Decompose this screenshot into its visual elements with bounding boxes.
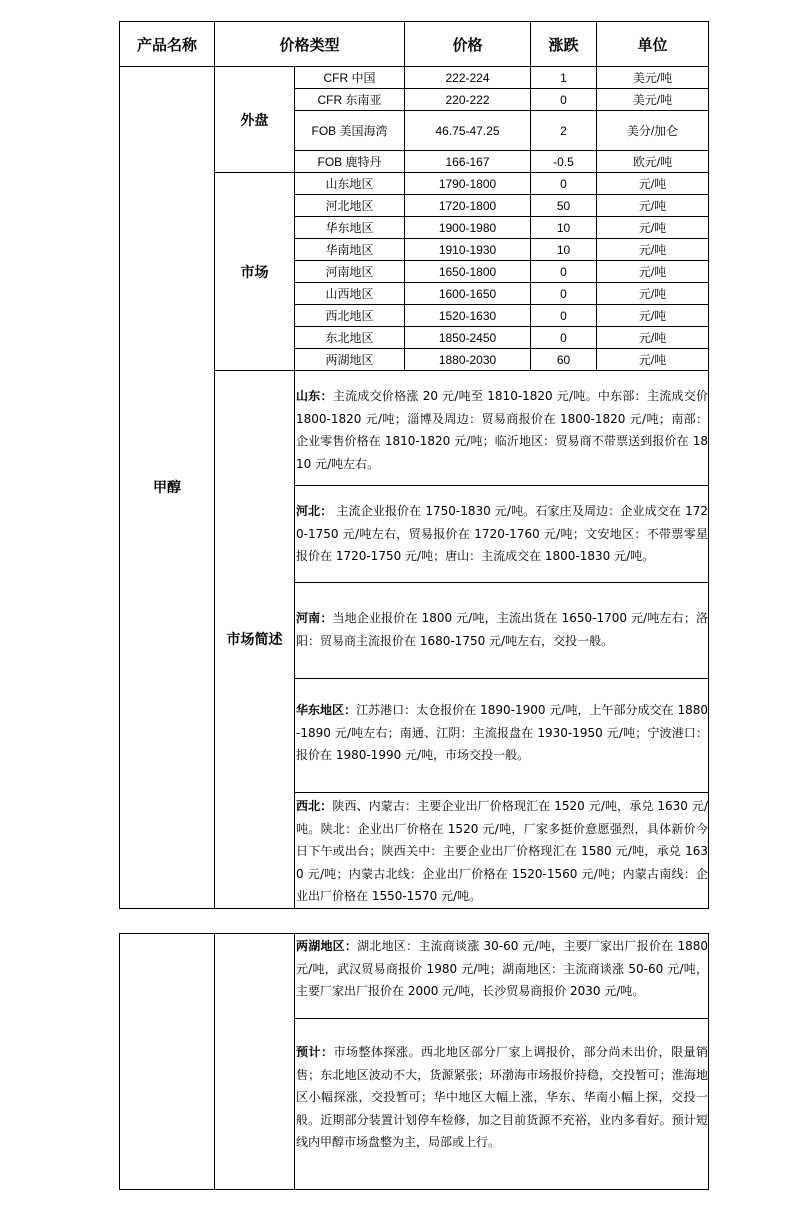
category-summary: 市场简述 xyxy=(215,371,295,909)
row-change: 50 xyxy=(531,195,597,217)
empty-category-cell xyxy=(215,934,295,1190)
row-name: 河南地区 xyxy=(295,261,405,283)
note-text: 主流企业报价在 1750-1830 元/吨。石家庄及周边：企业成交在 1720-1750 元/吨左右，贸易报价在 1720-1760 元/吨；文安地区：不带票零星报价在 1720-1750 元/吨；唐山：主流成交在 1800-1830 元/吨。 xyxy=(296,504,709,563)
row-name: 河北地区 xyxy=(295,195,405,217)
header-product: 产品名称 xyxy=(120,22,215,67)
table-row xyxy=(120,67,709,89)
row-price: 166-167 xyxy=(405,151,531,173)
note-text: 陕西、内蒙古：主要企业出厂价格现汇在 1520 元/吨，承兑 1630 元/吨。陕北：企业出厂价格在 1520 元/吨，厂家多挺价意愿强烈，具体新价今日下午或出台；陕西关中：主要企业出厂价格现汇在 1580 元/吨，承兑 1630 元/吨；内蒙古北线：企业出厂价格在 1520-1560 元/吨；内蒙古南线：企业出厂价格在 1550-1570 元/吨。 xyxy=(296,799,709,903)
note-lianghu xyxy=(295,934,709,1019)
note-title: 西北： xyxy=(296,799,333,813)
row-change: 10 xyxy=(531,217,597,239)
row-unit: 元/吨 xyxy=(597,283,709,305)
row-price: 1850-2450 xyxy=(405,327,531,349)
row-name: 山西地区 xyxy=(295,283,405,305)
row-name: 东北地区 xyxy=(295,327,405,349)
row-change: 0 xyxy=(531,283,597,305)
note-text: 江苏港口：太仓报价在 1890-1900 元/吨，上午部分成交在 1880-1890 元/吨左右；南通、江阴：主流报盘在 1930-1950 元/吨；宁波港口：报价在 1980-1990 元/吨，市场交投一般。 xyxy=(296,703,709,762)
row-change: 0 xyxy=(531,327,597,349)
note-title: 华东地区： xyxy=(296,703,357,717)
row-change: 0 xyxy=(531,305,597,327)
row-unit: 美元/吨 xyxy=(597,89,709,111)
note-xibei xyxy=(295,793,709,909)
note-huadong xyxy=(295,679,709,793)
row-unit: 元/吨 xyxy=(597,305,709,327)
row-price: 1790-1800 xyxy=(405,173,531,195)
row-unit: 元/吨 xyxy=(597,195,709,217)
row-change: 2 xyxy=(531,111,597,151)
row-unit: 欧元/吨 xyxy=(597,151,709,173)
row-name: 西北地区 xyxy=(295,305,405,327)
row-name: FOB 鹿特丹 xyxy=(295,151,405,173)
header-price-type: 价格类型 xyxy=(215,22,405,67)
row-price: 1520-1630 xyxy=(405,305,531,327)
row-price: 222-224 xyxy=(405,67,531,89)
note-text: 市场整体探涨。西北地区部分厂家上调报价，部分尚未出价，限量销售；东北地区波动不大，货源紧张；环渤海市场报价持稳，交投暂可；淮海地区小幅探涨，交投暂可；华中地区大幅上涨，华东、华南小幅上探，交投一般。近期部分装置计划停车检修，加之目前货源不充裕，业内多看好。预计短线内甲醇市场盘整为主，局部或上行。 xyxy=(296,1045,708,1149)
row-name: 华东地区 xyxy=(295,217,405,239)
row-price: 46.75-47.25 xyxy=(405,111,531,151)
note-title: 山东： xyxy=(296,389,333,403)
header-change: 涨跌 xyxy=(531,22,597,67)
row-name: 山东地区 xyxy=(295,173,405,195)
row-price: 1720-1800 xyxy=(405,195,531,217)
methanol-summary-continued xyxy=(119,933,709,1190)
row-name: CFR 东南亚 xyxy=(295,89,405,111)
row-change: -0.5 xyxy=(531,151,597,173)
note-title: 两湖地区： xyxy=(296,939,358,953)
row-change: 1 xyxy=(531,67,597,89)
row-price: 220-222 xyxy=(405,89,531,111)
row-name: 华南地区 xyxy=(295,239,405,261)
row-name: 两湖地区 xyxy=(295,349,405,371)
row-change: 0 xyxy=(531,89,597,111)
note-hebei xyxy=(295,486,709,583)
note-row xyxy=(120,934,709,1019)
note-title: 河北： xyxy=(296,504,333,518)
row-name: FOB 美国海湾 xyxy=(295,111,405,151)
row-change: 0 xyxy=(531,173,597,195)
row-unit: 美元/吨 xyxy=(597,67,709,89)
methanol-price-table xyxy=(119,21,709,909)
category-market: 市场 xyxy=(215,173,295,371)
row-change: 60 xyxy=(531,349,597,371)
row-unit: 元/吨 xyxy=(597,349,709,371)
row-price: 1600-1650 xyxy=(405,283,531,305)
note-text: 主流成交价格涨 20 元/吨至 1810-1820 元/吨。中东部：主流成交价 1800-1820 元/吨；淄博及周边：贸易商报价在 1800-1820 元/吨；南部：企业零售价格在 1810-1820 元/吨；临沂地区：贸易商不带票送到报价在 1810 元/吨左右。 xyxy=(296,389,709,471)
row-unit: 元/吨 xyxy=(597,261,709,283)
header-price: 价格 xyxy=(405,22,531,67)
note-henan xyxy=(295,583,709,679)
note-text: 湖北地区：主流商谈涨 30-60 元/吨，主要厂家出厂报价在 1880 元/吨，武汉贸易商报价 1980 元/吨；湖南地区：主流商谈涨 50-60 元/吨，主要厂家出厂报价在 2000 元/吨，长沙贸易商报价 2030 元/吨。 xyxy=(296,939,708,998)
row-change: 10 xyxy=(531,239,597,261)
row-name: CFR 中国 xyxy=(295,67,405,89)
row-unit: 元/吨 xyxy=(597,173,709,195)
row-unit: 元/吨 xyxy=(597,327,709,349)
row-price: 1880-2030 xyxy=(405,349,531,371)
note-shandong xyxy=(295,371,709,486)
note-title: 河南： xyxy=(296,611,333,625)
row-price: 1900-1980 xyxy=(405,217,531,239)
header-row xyxy=(120,22,709,67)
row-unit: 美分/加仑 xyxy=(597,111,709,151)
row-price: 1910-1930 xyxy=(405,239,531,261)
category-outer: 外盘 xyxy=(215,67,295,173)
row-unit: 元/吨 xyxy=(597,239,709,261)
header-unit: 单位 xyxy=(597,22,709,67)
row-unit: 元/吨 xyxy=(597,217,709,239)
row-price: 1650-1800 xyxy=(405,261,531,283)
note-title: 预计： xyxy=(296,1045,334,1059)
empty-product-cell xyxy=(120,934,215,1190)
row-change: 0 xyxy=(531,261,597,283)
note-forecast xyxy=(295,1019,709,1190)
product-name: 甲醇 xyxy=(120,67,215,909)
note-text: 当地企业报价在 1800 元/吨，主流出货在 1650-1700 元/吨左右；洛阳：贸易商主流报价在 1680-1750 元/吨左右，交投一般。 xyxy=(296,611,709,648)
